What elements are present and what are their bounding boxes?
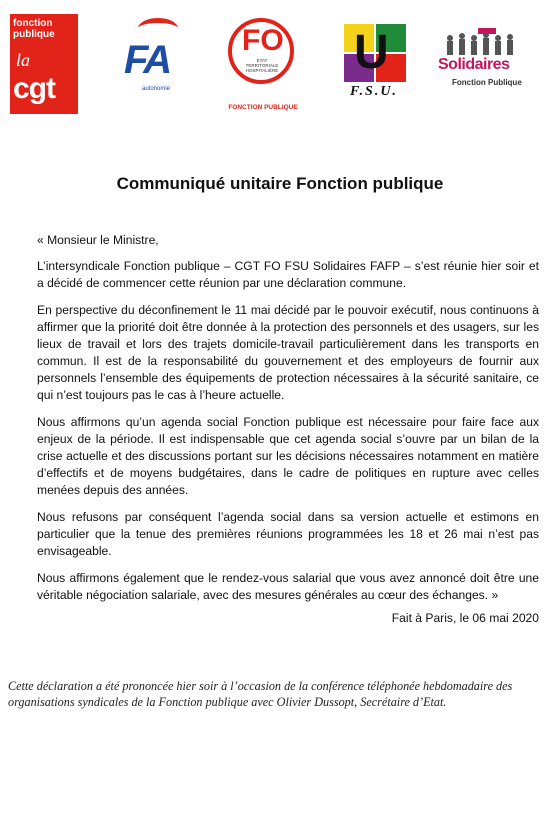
cgt-la: la xyxy=(16,50,31,70)
cgt-line2: publique xyxy=(13,29,55,40)
fa-name: FA xyxy=(124,38,170,82)
fa-arc-icon xyxy=(138,18,178,39)
cgt-name: cgt xyxy=(13,72,55,105)
paragraph-salary: Nous affirmons également que le rendez-vous salarial que vous avez annoncé doit être une véritable négociation salariale, avec des mesures générales au cœur des échanges. » xyxy=(37,571,539,602)
paragraph-refusal: Nous refusons par conséquent l’agenda social dans sa version actuelle et estimons en particulier que la tenue des premières réunions programmées les 18 et 26 mai n’est pas envisageable. xyxy=(37,510,539,558)
place-date-signature: Fait à Paris, le 06 mai 2020 xyxy=(391,611,539,625)
fo-label: FONCTION PUBLIQUE xyxy=(228,104,298,111)
crowd-icon xyxy=(442,28,522,56)
solidaires-sub: Fonction Publique xyxy=(452,78,522,87)
cgt-logo-text xyxy=(13,18,55,40)
salutation: « Monsieur le Ministre, xyxy=(37,233,159,247)
paragraph-intro: L’intersyndicale Fonction publique – CGT FO FSU Solidaires FAFP – s’est réunie hier soir et a décidé de commencer cette réunion par une déclaration commune. xyxy=(37,259,539,290)
union-logos-row xyxy=(10,14,550,118)
solidaires-logo xyxy=(438,26,526,96)
footnote: Cette déclaration a été prononcée hier soir à l’occasion de la conférence téléphonée hebdomadaire des organisations syndicales de la Fonction publique avec Olivier Dussopt, Secrétaire d’Etat. xyxy=(8,679,513,709)
cgt-line1: fonction xyxy=(13,18,53,29)
fa-sub: autonomie xyxy=(142,86,171,92)
solidaires-name: Solidaires xyxy=(438,56,510,73)
fsu-logo xyxy=(344,24,408,104)
paragraph-deconfinement: En perspective du déconfinement le 11 mai décidé par le pouvoir exécutif, nous continuons à affirmer que la priorité doit être donnée à la protection des personnels et des usagers, sur les lieux de travail et lors des trajets domicile-travail particulièrement dans les transports en commun. Il est de la responsabilité du gouvernement et des employeurs de fournir aux personnels l’ensemble des équipements de protection nécessaires à la sécurité sanitaire, ce qui n’est toujours pas le cas à l’heure actuelle. xyxy=(37,303,539,402)
fo-logo xyxy=(222,18,304,116)
fsu-name: F.S.U. xyxy=(350,84,398,99)
fo-sub: ÉTAT TERRITORIALE HOSPITALIÈRE xyxy=(245,58,279,73)
paragraph-agenda-social: Nous affirmons qu’un agenda social Fonction publique est nécessaire pour faire face aux enjeux de la période. Il est indispensable que cet agenda social s’ouvre par un bilan de la crise actuelle et des discussions portant sur les décisions nécessaires notamment en matière d’effectifs et de moyens budgétaires, dans le cadre de politiques en rupture avec celles menées depuis des années. xyxy=(37,415,539,497)
fa-logo xyxy=(120,16,198,100)
fsu-u-glyph: U xyxy=(354,26,389,79)
document-title: Communiqué unitaire Fonction publique xyxy=(116,174,444,193)
cgt-logo xyxy=(10,14,78,114)
letter-body xyxy=(37,232,539,614)
fo-name: FO xyxy=(242,24,284,57)
